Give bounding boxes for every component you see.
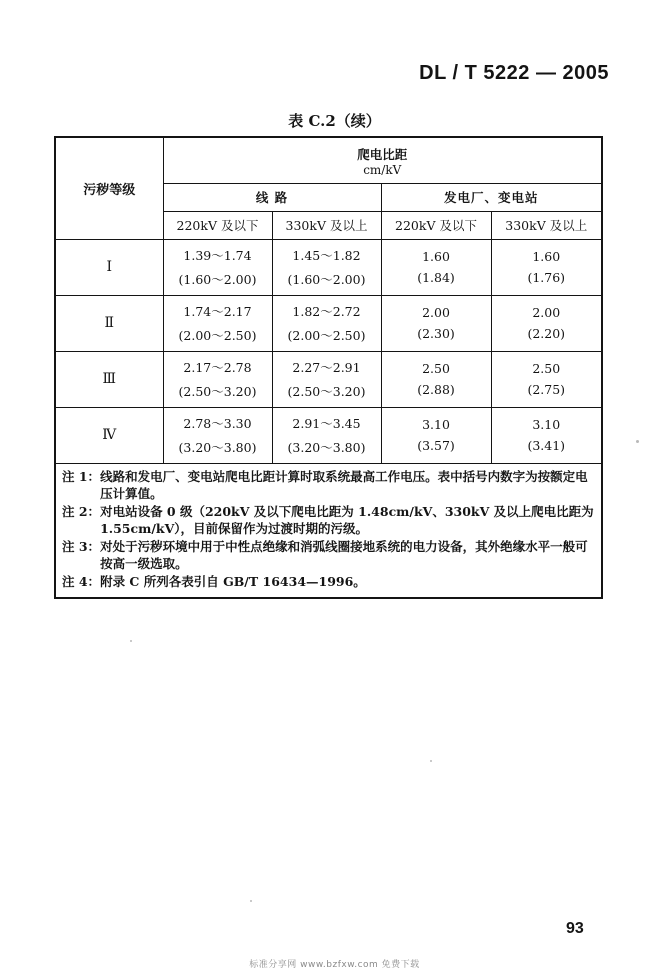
note-4 [62, 573, 595, 590]
rated-value-cell: (2.00～2.50) [163, 323, 272, 351]
value-cell: 2.50 [491, 351, 602, 379]
note-text: 附录 C 所列各表引自 GB/T 16434—1996。 [100, 573, 366, 589]
value-cell: 3.10 [381, 407, 491, 435]
station-group-header: 发电厂、变电站 [381, 183, 602, 211]
rated-value-cell: (1.76) [491, 267, 602, 295]
scan-speck [636, 440, 639, 443]
scan-speck [130, 640, 132, 642]
sub-header-line-220: 220kV 及以下 [163, 211, 272, 239]
rated-value-cell: (2.50～3.20) [163, 379, 272, 407]
value-cell: 1.39～1.74 [163, 239, 272, 267]
sub-header-station-330: 330kV 及以上 [491, 211, 602, 239]
sub-header-line-330: 330kV 及以上 [272, 211, 381, 239]
watermark-footer: 标准分享网 www.bzfxw.com 免费下载 [249, 960, 420, 970]
value-cell: 2.91～3.45 [272, 407, 381, 435]
note-2 [62, 503, 595, 537]
grade-cell: Ⅰ [55, 239, 163, 295]
rated-value-cell: (3.41) [491, 435, 602, 463]
group-unit: cm/kV [363, 163, 402, 178]
grade-cell: Ⅱ [55, 295, 163, 351]
table-row [55, 239, 602, 267]
value-cell: 1.82～2.72 [272, 295, 381, 323]
rated-value-cell: (3.57) [381, 435, 491, 463]
grade-cell: Ⅳ [55, 407, 163, 463]
rated-value-cell: (3.20～3.80) [272, 435, 381, 463]
page-number: 93 [566, 920, 584, 937]
note-1 [62, 468, 595, 502]
value-cell: 2.50 [381, 351, 491, 379]
scan-speck [430, 760, 432, 762]
document-code: DL / T 5222 — 2005 [419, 62, 609, 84]
table-title: 表 C.2（续） [288, 112, 381, 130]
table-row [55, 407, 602, 435]
sub-header-station-220: 220kV 及以下 [381, 211, 491, 239]
value-cell: 2.00 [491, 295, 602, 323]
rated-value-cell: (2.30) [381, 323, 491, 351]
value-cell: 1.45～1.82 [272, 239, 381, 267]
rated-value-cell: (2.75) [491, 379, 602, 407]
grade-cell: Ⅲ [55, 351, 163, 407]
rated-value-cell: (2.20) [491, 323, 602, 351]
value-cell: 1.60 [491, 239, 602, 267]
rated-value-cell: (2.00～2.50) [272, 323, 381, 351]
value-cell: 2.78～3.30 [163, 407, 272, 435]
table-row [55, 295, 602, 323]
value-cell: 1.74～2.17 [163, 295, 272, 323]
note-text: 线路和发电厂、变电站爬电比距计算时取系统最高工作电压。表中括号内数字为按额定电压计算值。 [100, 468, 588, 501]
value-cell: 2.17～2.78 [163, 351, 272, 379]
value-cell: 3.10 [491, 407, 602, 435]
rated-value-cell: (1.60～2.00) [272, 267, 381, 295]
value-cell: 1.60 [381, 239, 491, 267]
rated-value-cell: (1.84) [381, 267, 491, 295]
table-notes [55, 463, 602, 598]
line-group-header: 线 路 [163, 183, 381, 211]
rated-value-cell: (2.88) [381, 379, 491, 407]
creepage-distance-table [54, 136, 603, 599]
note-label: 注 1： [62, 468, 101, 484]
value-cell: 2.00 [381, 295, 491, 323]
note-text: 对电站设备 0 级（220kV 及以下爬电比距为 1.48cm/kV、330kV 及以上爬电比距为 1.55cm/kV），目前保留作为过渡时期的污级。 [100, 503, 594, 536]
rated-value-cell: (1.60～2.00) [163, 267, 272, 295]
scan-speck [250, 900, 252, 902]
note-label: 注 3： [62, 538, 101, 554]
rated-value-cell: (3.20～3.80) [163, 435, 272, 463]
value-cell: 2.27～2.91 [272, 351, 381, 379]
note-label: 注 4： [62, 573, 101, 589]
note-3 [62, 538, 595, 572]
note-label: 注 2： [62, 503, 101, 519]
group-title: 爬电比距 [357, 147, 408, 163]
note-text: 对处于污秽环境中用于中性点绝缘和消弧线圈接地系统的电力设备，其外绝缘水平一般可按高一级选取。 [100, 538, 588, 571]
group-header [163, 137, 602, 183]
rated-value-cell: (2.50～3.20) [272, 379, 381, 407]
table-row [55, 351, 602, 379]
grade-column-header: 污秽等级 [55, 137, 163, 239]
